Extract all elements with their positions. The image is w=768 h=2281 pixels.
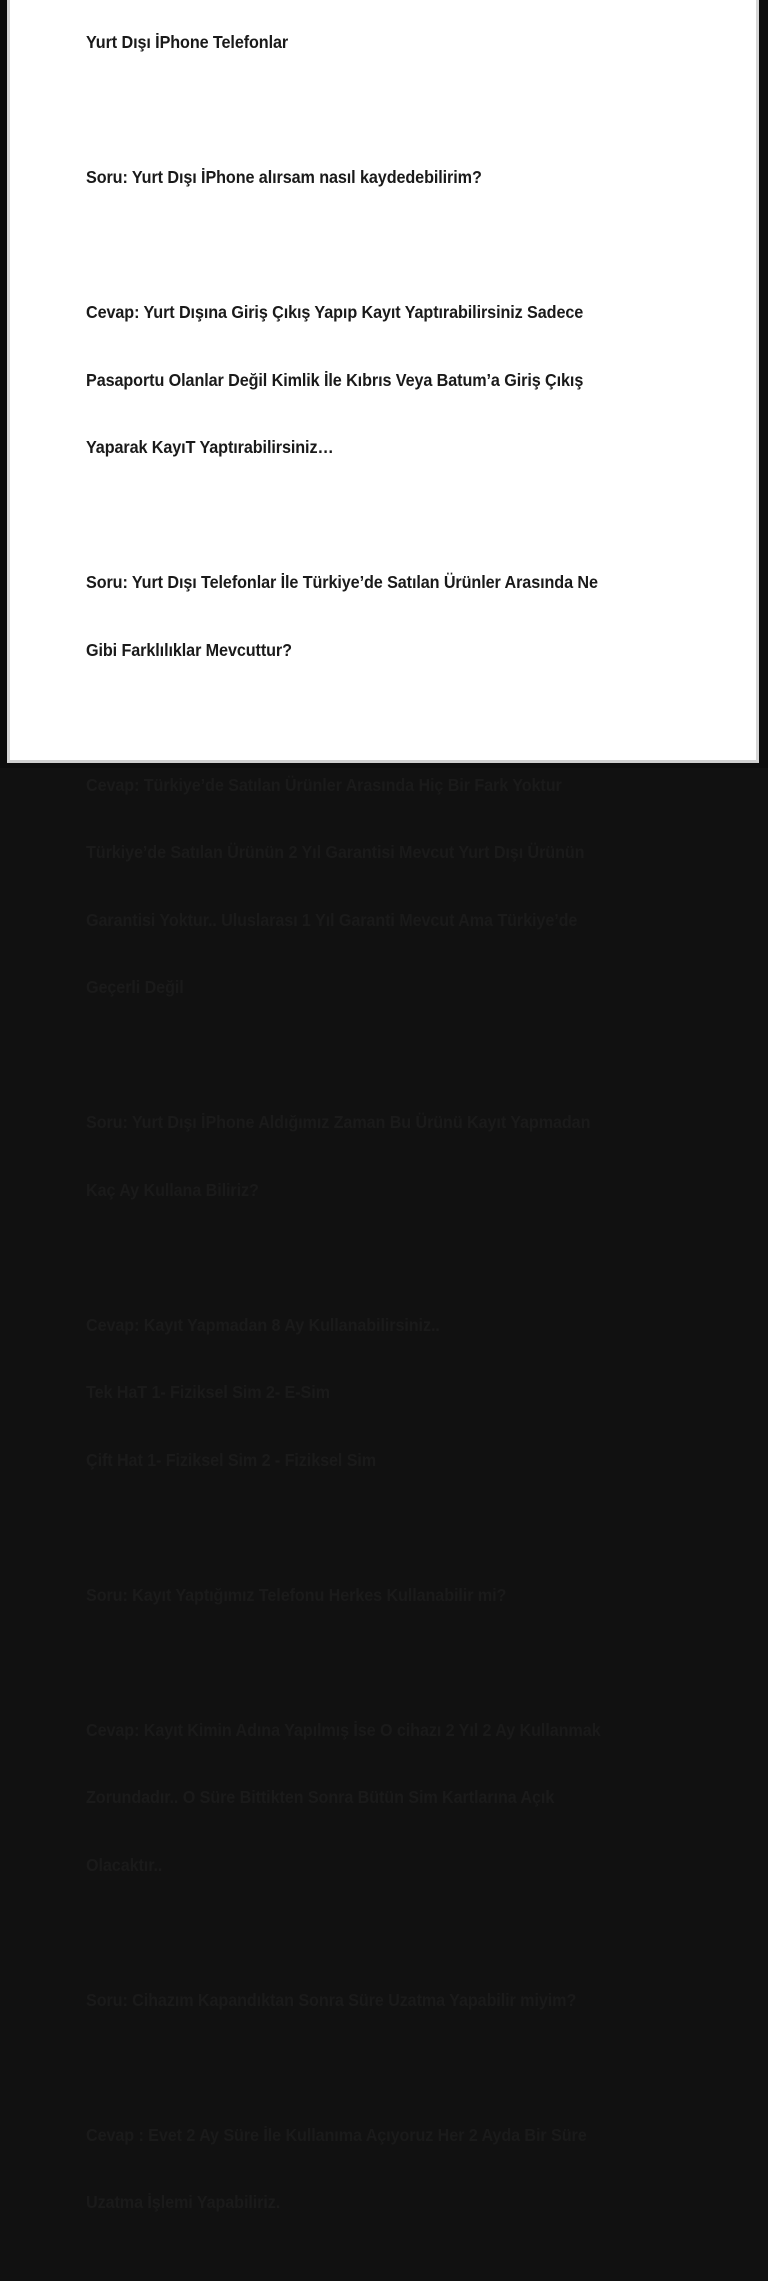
answer-line: Çift Hat 1- Fiziksel Sim 2 - Fiziksel Sim <box>86 1449 377 1470</box>
answer-line: Türkiye’de Satılan Ürünün 2 Yıl Garantisi Mevcut Yurt Dışı Ürünün <box>86 842 585 862</box>
answer-line: Zorundadır.. O Süre Bittikten Sonra Bütün Sim Kartlarına Açık <box>86 1787 555 1807</box>
faq-answer <box>86 2079 681 2259</box>
faq-answer <box>86 1674 681 1922</box>
question-line: Soru: Cihazım Kapandıktan Sonra Süre Uzatma Yapabilir miyim? <box>86 1989 577 2010</box>
answer-line: Cevap: Türkiye’de Satılan Ürünler Arasında Hiç Bir Fark Yoktur <box>86 774 562 795</box>
question-line: Kaç Ay Kullana Biliriz? <box>86 1179 259 1200</box>
document-page <box>7 0 759 2212</box>
faq-question <box>86 526 681 706</box>
answer-line: Pasaportu Olanlar Değil Kimlik İle Kıbrıs Veya Batum’a Giriş Çıkış <box>86 369 584 390</box>
faq-answer <box>86 729 681 1044</box>
question-line: Gibi Farklılıklar Mevcuttur? <box>86 639 292 660</box>
faq-answer <box>86 1269 681 1517</box>
faq-answer <box>86 256 681 504</box>
question-line: Soru: Yurt Dışı İPhone alırsam nasıl kaydedebilirim? <box>86 167 482 187</box>
question-line: Soru: Yurt Dışı Telefonlar İle Türkiye’de Satılan Ürünler Arasında Ne <box>86 572 598 592</box>
answer-line: Uzatma İşlemi Yapabiliriz. <box>86 2192 281 2212</box>
answer-line: Olacaktır.. <box>86 1854 163 1875</box>
answer-line: Garantisi Yoktur.. Uluslarası 1 Yıl Garanti Mevcut Ama Türkiye’de <box>86 909 578 930</box>
heading-line: Yurt Dışı İPhone Telefonlar <box>86 32 289 52</box>
answer-line: Geçerli Değil <box>86 977 184 997</box>
answer-line: Cevap: Yurt Dışına Giriş Çıkış Yapıp Kayıt Yaptırabilirsiniz Sadece <box>86 302 584 322</box>
answer-line: Cevap: Kayıt Yapmadan 8 Ay Kullanabilirsiniz.. <box>86 1314 440 1335</box>
question-line: Soru: Yurt Dışı İPhone Aldığımız Zaman Bu Ürünü Kayıt Yapmadan <box>86 1112 591 1132</box>
question-line: Soru: Kayıt Yaptığımız Telefonu Herkes Kullanabilir mi? <box>86 1584 507 1605</box>
answer-line: Tek HaT 1- Fiziksel Sim 2- E-Sim <box>86 1382 330 1402</box>
faq-content <box>86 0 681 2281</box>
faq-question <box>86 121 681 234</box>
faq-question <box>86 1539 681 1652</box>
document-heading <box>86 0 681 99</box>
faq-question <box>86 1066 681 1246</box>
answer-line: Yaparak KayıT Yaptırabilirsiniz… <box>86 437 334 457</box>
answer-line: Cevap : Evet 2 Ay Süre İle Kullanıma Açıyoruz Her 2 Ayda Bir Süre <box>86 2124 587 2145</box>
answer-line: Cevap: Kayıt Kimin Adına Yapılmış İse O cihazı 2 Yıl 2 Ay Kullanmak <box>86 1719 601 1740</box>
faq-question <box>86 1944 681 2057</box>
